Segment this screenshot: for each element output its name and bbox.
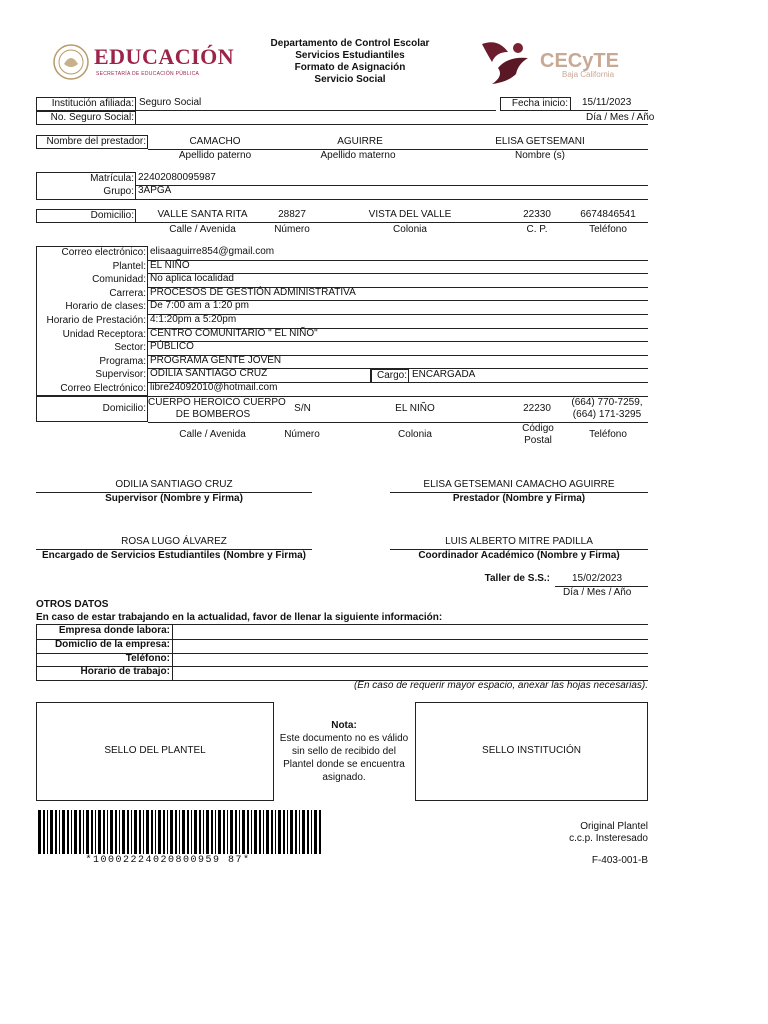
barcode-bar xyxy=(259,810,261,854)
info-label: Comunidad: xyxy=(92,274,146,286)
barcode-bar xyxy=(110,810,113,854)
barcode-bar xyxy=(151,810,153,854)
title-line-4: Servicio Social xyxy=(314,74,386,85)
title-line-2: Servicios Estudiantiles xyxy=(295,50,405,61)
copy-original: Original Plantel xyxy=(580,821,648,832)
caption-telefono: Teléfono xyxy=(589,224,627,235)
otros-label: Horario de trabajo: xyxy=(80,666,170,678)
barcode-bar xyxy=(266,810,269,854)
barcode-bar xyxy=(235,810,237,854)
barcode-bar xyxy=(211,810,213,854)
barcode-bar xyxy=(215,810,216,854)
grupo-value[interactable]: 3APGA xyxy=(138,185,172,196)
taller-label: Taller de S.S.: xyxy=(484,573,550,584)
caption-numero: Número xyxy=(274,224,310,235)
barcode-bar xyxy=(295,810,297,854)
brand-right-title: CECyTE xyxy=(540,50,619,72)
barcode-bar xyxy=(91,810,93,854)
info-label: Carrera: xyxy=(109,287,146,299)
taller-value[interactable]: 15/02/2023 xyxy=(572,573,623,584)
barcode-bar xyxy=(311,810,312,854)
brand-left-title: EDUCACIÓN xyxy=(94,44,235,69)
barcode-bar xyxy=(103,810,105,854)
barcode-bar xyxy=(155,810,156,854)
barcode-bar xyxy=(263,810,264,854)
info-value[interactable]: PÚBLICO xyxy=(150,341,194,353)
otros-label: Domiclio de la empresa: xyxy=(54,638,170,650)
prestador-role: Prestador (Nombre y Firma) xyxy=(452,493,586,504)
info-label: Plantel: xyxy=(112,260,146,272)
info-value[interactable]: libre24092010@hotmail.com xyxy=(150,382,278,393)
domicilio-unidad-colonia[interactable]: EL NIÑO xyxy=(395,403,435,414)
cargo-label: Cargo: xyxy=(376,370,407,381)
barcode-bar xyxy=(71,810,72,854)
caption-unidad-colonia: Colonia xyxy=(398,429,432,440)
barcode-bar xyxy=(247,810,249,854)
caption-unidad-cp-1: Código xyxy=(522,423,554,434)
encargado-name: ROSA LUGO ÁLVAREZ xyxy=(121,536,227,547)
title-line-3: Formato de Asignación xyxy=(294,62,406,73)
fecha-inicio-format: Día / Mes / Año xyxy=(586,112,655,123)
barcode-bar xyxy=(227,810,228,854)
barcode-bar xyxy=(275,810,276,854)
barcode-bar xyxy=(62,810,65,854)
institucion-label: Institución afiliada: xyxy=(51,98,134,109)
barcode-bar xyxy=(223,810,225,854)
domicilio-cp[interactable]: 22330 xyxy=(523,209,551,220)
domicilio-colonia[interactable]: VISTA DEL VALLE xyxy=(368,209,452,220)
domicilio-calle[interactable]: VALLE SANTA RITA xyxy=(157,209,248,220)
barcode-bar xyxy=(307,810,309,854)
barcode-bar xyxy=(131,810,132,854)
caption-unidad-telefono: Teléfono xyxy=(589,429,627,440)
brand-left-subtitle: SECRETARÍA DE EDUCACIÓN PÚBLICA xyxy=(96,71,200,77)
domicilio-unidad-numero[interactable]: S/N xyxy=(294,403,311,414)
barcode-bar xyxy=(167,810,168,854)
info-value[interactable]: CENTRO COMUNITARIO " EL NIÑO" xyxy=(150,327,318,339)
swirl-icon xyxy=(478,38,536,88)
barcode-bar xyxy=(134,810,137,854)
nota-line-4: asignado. xyxy=(322,772,366,783)
matricula-label: Matrícula: xyxy=(90,173,134,184)
nota-line-3: Plantel donde se encuentra xyxy=(283,759,405,770)
barcode-bar xyxy=(314,810,317,854)
caption-paterno: Apellido paterno xyxy=(178,150,252,161)
otros-note: (En caso de requerir mayor espacio, anexar las hojas necesarias). xyxy=(353,680,648,691)
barcode-bar xyxy=(158,810,161,854)
barcode-bar xyxy=(199,810,201,854)
barcode-bar xyxy=(283,810,285,854)
fecha-inicio-value[interactable]: 15/11/2023 xyxy=(582,97,632,108)
barcode-bar xyxy=(319,810,321,854)
info-value[interactable]: 4:1:20pm a 5:20pm xyxy=(150,314,237,325)
barcode-bar xyxy=(43,810,45,854)
barcode-bar xyxy=(194,810,197,854)
barcode-bar xyxy=(86,810,89,854)
barcode-bar xyxy=(179,810,180,854)
sello-institucion-label: SELLO INSTITUCIÓN xyxy=(482,745,581,756)
domicilio-unidad-calle-1[interactable]: CUERPO HEROICO CUERPO xyxy=(148,397,286,408)
title-line-1: Departamento de Control Escolar xyxy=(270,38,430,49)
barcode-bar xyxy=(170,810,173,854)
info-label: Sector: xyxy=(114,342,146,354)
seguro-label: No. Seguro Social: xyxy=(50,112,134,123)
barcode-bar xyxy=(163,810,165,854)
shield-icon xyxy=(52,40,90,84)
prestador-paterno[interactable]: CAMACHO xyxy=(189,136,241,147)
barcode-bar xyxy=(107,810,108,854)
domicilio-unidad-calle-2[interactable]: DE BOMBEROS xyxy=(175,409,251,420)
barcode-bar xyxy=(119,810,120,854)
info-label: Programa: xyxy=(99,355,146,367)
barcode-bar xyxy=(122,810,125,854)
barcode-bar xyxy=(287,810,288,854)
document-title xyxy=(250,38,450,86)
info-value[interactable]: PROCESOS DE GESTIÓN ADMINISTRATIVA xyxy=(150,286,356,298)
info-label: Horario de clases: xyxy=(65,301,146,313)
otros-instruction: En caso de estar trabajando en la actualidad, favor de llenar la siguiente información: xyxy=(36,612,443,623)
info-label: Supervisor: xyxy=(95,369,146,381)
barcode-text: *10002224020800959 87* xyxy=(85,855,251,866)
info-value[interactable]: No aplica localidad xyxy=(150,273,234,285)
brand-right-subtitle: Baja California xyxy=(562,70,615,79)
domicilio-unidad-label: Domicilio: xyxy=(102,403,146,414)
barcode-bar xyxy=(187,810,189,854)
nota-title: Nota: xyxy=(331,720,357,731)
copy-interesado: c.c.p. Insteresado xyxy=(569,833,648,844)
barcode-bar xyxy=(38,810,41,854)
prestador-nombre[interactable]: ELISA GETSEMANI xyxy=(495,136,585,147)
barcode-bar xyxy=(239,810,240,854)
barcode-bar xyxy=(203,810,204,854)
barcode-bar xyxy=(254,810,257,854)
barcode-bar xyxy=(290,810,293,854)
otros-label: Empresa donde labora: xyxy=(58,625,170,636)
info-value[interactable]: PROGRAMA GENTE JOVEN xyxy=(150,354,282,366)
barcode-bar xyxy=(50,810,53,854)
institucion-value[interactable]: Seguro Social xyxy=(139,97,202,108)
caption-nombre: Nombre (s) xyxy=(514,150,565,161)
barcode-bar xyxy=(83,810,84,854)
domicilio-unidad-cp[interactable]: 22230 xyxy=(523,403,551,414)
taller-format: Día / Mes / Año xyxy=(563,587,632,598)
caption-colonia: Colonia xyxy=(393,224,427,235)
barcode-bar xyxy=(302,810,305,854)
matricula-value[interactable]: 22402080095987 xyxy=(138,172,216,183)
caption-unidad-cp-2: Postal xyxy=(524,435,552,446)
barcode-bar xyxy=(127,810,129,854)
barcode-bar xyxy=(139,810,141,854)
barcode-bar xyxy=(95,810,96,854)
barcode-bar xyxy=(271,810,273,854)
caption-unidad-numero: Número xyxy=(284,429,320,440)
barcode-bar xyxy=(191,810,192,854)
barcode xyxy=(38,810,322,856)
form-code: F-403-001-B xyxy=(591,855,648,866)
supervisor-role: Supervisor (Nombre y Firma) xyxy=(105,493,243,504)
info-value[interactable]: elisaaguirre854@gmail.com xyxy=(150,246,275,257)
prestador-label: Nombre del prestador: xyxy=(46,136,146,147)
barcode-bar xyxy=(115,810,117,854)
coordinador-role: Coordinador Académico (Nombre y Firma) xyxy=(418,550,620,561)
domicilio-numero[interactable]: 28827 xyxy=(278,209,306,220)
nota xyxy=(274,719,414,784)
encargado-role: Encargado de Servicios Estudiantiles (Nombre y Firma) xyxy=(42,550,306,561)
barcode-bar xyxy=(146,810,149,854)
info-value[interactable]: De 7:00 am a 1:20 pm xyxy=(150,300,249,312)
caption-unidad-calle: Calle / Avenida xyxy=(179,429,246,440)
fecha-inicio-label: Fecha inicio: xyxy=(511,98,568,109)
info-value[interactable]: ODILIA SANTIAGO CRUZ xyxy=(150,368,268,380)
domicilio-unidad-tel-1[interactable]: (664) 770-7259, xyxy=(571,397,643,408)
barcode-bar xyxy=(143,810,144,854)
domicilio-unidad-tel-2[interactable]: (664) 171-3295 xyxy=(572,409,642,420)
domicilio-telefono[interactable]: 6674846541 xyxy=(580,209,636,220)
barcode-bar xyxy=(278,810,281,854)
info-label: Unidad Receptora: xyxy=(62,328,146,340)
barcode-bar xyxy=(67,810,69,854)
caption-cp: C. P. xyxy=(526,224,548,235)
cargo-value[interactable]: ENCARGADA xyxy=(412,369,476,380)
caption-materno: Apellido materno xyxy=(320,150,396,161)
sep-logo xyxy=(52,40,242,84)
barcode-bar xyxy=(74,810,77,854)
barcode-bar xyxy=(230,810,233,854)
nota-line-1: Este documento no es válido xyxy=(279,733,409,744)
domicilio-label: Domicilio: xyxy=(90,210,134,221)
grupo-label: Grupo: xyxy=(103,186,134,197)
coordinador-name: LUIS ALBERTO MITRE PADILLA xyxy=(445,536,593,547)
prestador-materno[interactable]: AGUIRRE xyxy=(337,136,383,147)
info-label: Correo Electrónico: xyxy=(60,383,146,394)
barcode-bar xyxy=(182,810,185,854)
supervisor-name: ODILIA SANTIAGO CRUZ xyxy=(115,479,233,490)
barcode-bar xyxy=(98,810,101,854)
barcode-bar xyxy=(218,810,221,854)
caption-calle: Calle / Avenida xyxy=(169,224,236,235)
info-label: Correo electrónico: xyxy=(61,247,146,258)
sello-plantel-label: SELLO DEL PLANTEL xyxy=(104,745,206,756)
barcode-bar xyxy=(47,810,48,854)
barcode-bar xyxy=(59,810,60,854)
barcode-bar xyxy=(299,810,300,854)
barcode-bar xyxy=(242,810,245,854)
barcode-bar xyxy=(55,810,57,854)
otros-label: Teléfono: xyxy=(125,652,170,664)
info-label: Horario de Prestación: xyxy=(46,315,146,326)
barcode-bar xyxy=(175,810,177,854)
otros-title: OTROS DATOS xyxy=(36,599,109,610)
prestador-sign-name: ELISA GETSEMANI CAMACHO AGUIRRE xyxy=(423,479,615,490)
cecyte-logo xyxy=(478,38,628,88)
barcode-bar xyxy=(251,810,252,854)
barcode-bar xyxy=(79,810,81,854)
info-value[interactable]: EL NIÑO xyxy=(150,259,190,271)
barcode-bar xyxy=(206,810,209,854)
nota-line-2: sin sello de recibido del xyxy=(292,746,396,757)
